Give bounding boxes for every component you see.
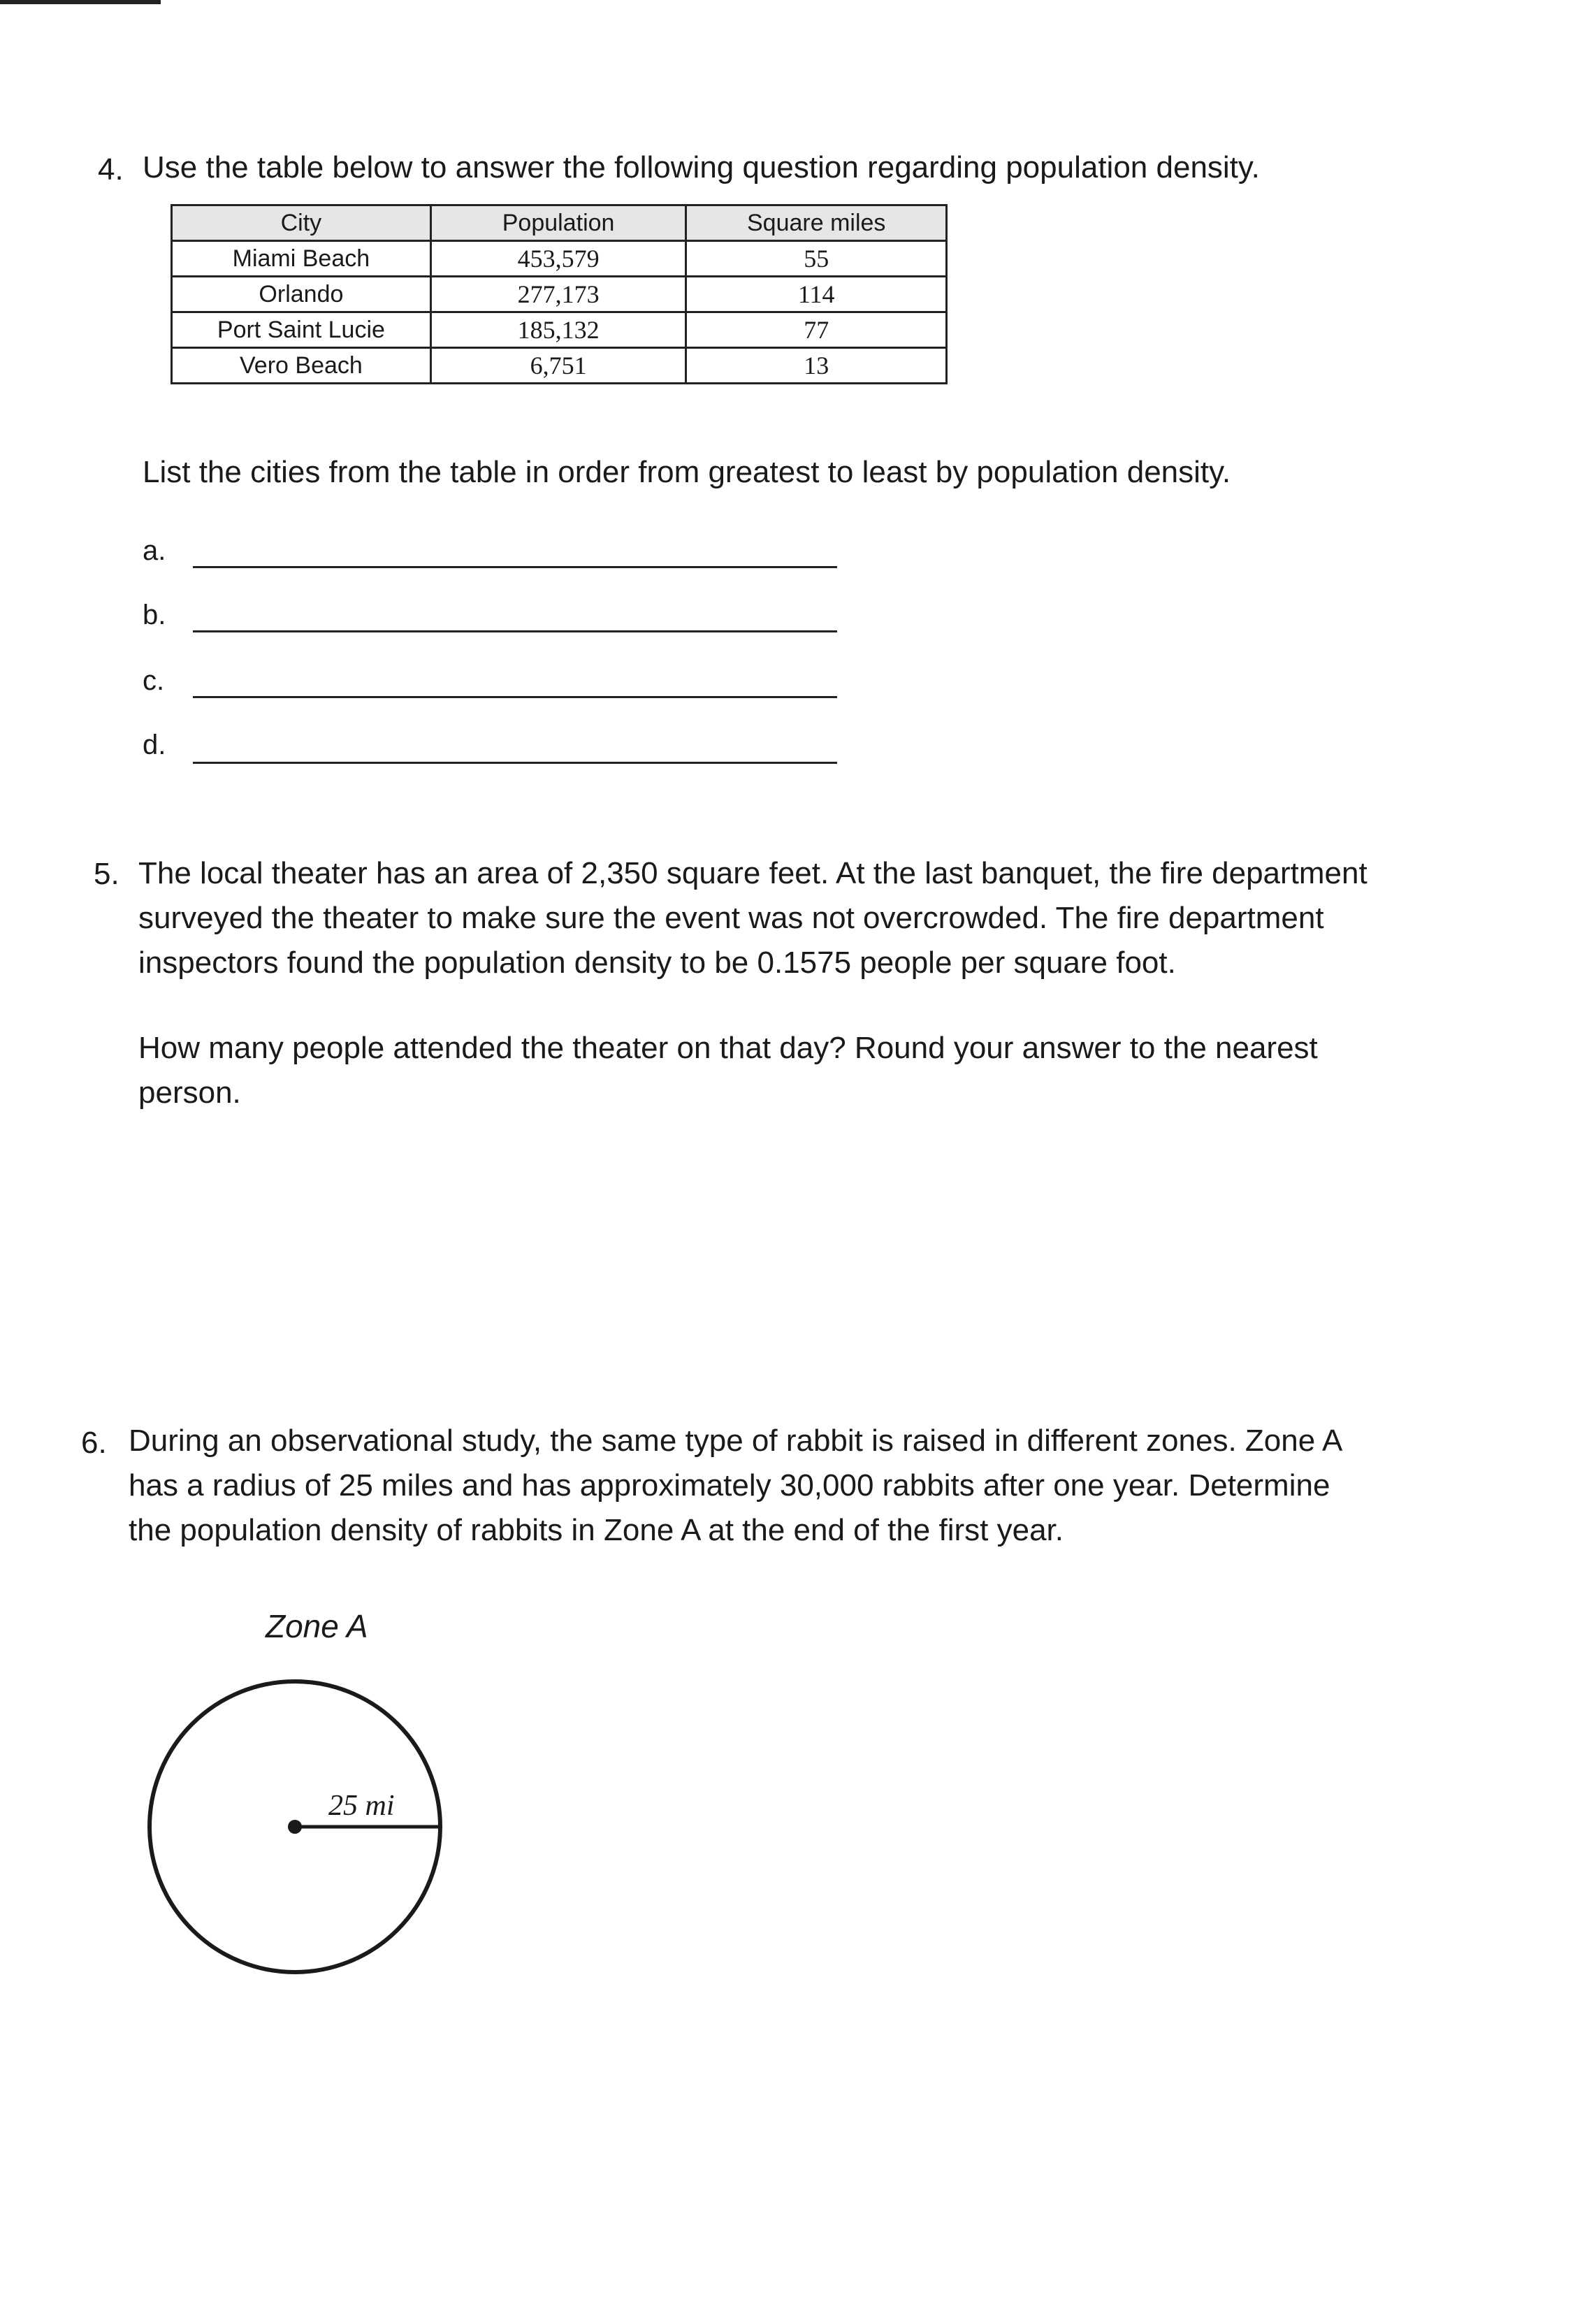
question-6-number: 6. xyxy=(81,1426,107,1460)
question-5-number: 5. xyxy=(94,857,119,891)
header-city: City xyxy=(172,205,431,241)
cell-square-miles: 13 xyxy=(686,348,947,384)
question-5-question-line: person. xyxy=(138,1076,241,1110)
question-6-line: has a radius of 25 miles and has approximately 30,000 rabbits after one year. Determine xyxy=(129,1468,1330,1503)
question-5-line: The local theater has an area of 2,350 square feet. At the last banquet, the fire department xyxy=(138,856,1368,890)
question-4-instruction: List the cities from the table in order from greatest to least by population density. xyxy=(143,455,1231,489)
cell-population: 453,579 xyxy=(430,241,686,277)
question-5-text xyxy=(138,851,1501,985)
answer-line-d[interactable] xyxy=(193,762,837,764)
cell-square-miles: 114 xyxy=(686,277,947,312)
cell-square-miles: 55 xyxy=(686,241,947,277)
zone-a-label: Zone A xyxy=(266,1608,368,1644)
question-4-number: 4. xyxy=(98,152,124,187)
table-header-row xyxy=(172,205,947,241)
table-row xyxy=(172,312,947,348)
question-5-line: surveyed the theater to make sure the event was not overcrowded. The fire department xyxy=(138,901,1324,935)
question-5-question-line: How many people attended the theater on that day? Round your answer to the nearest xyxy=(138,1031,1318,1065)
answer-label-a: a. xyxy=(143,535,166,566)
question-6-line: During an observational study, the same type of rabbit is raised in different zones. Zone A xyxy=(129,1424,1343,1458)
answer-label-c: c. xyxy=(143,665,165,696)
answer-line-c[interactable] xyxy=(193,696,837,698)
question-6-text xyxy=(129,1419,1512,1553)
cell-square-miles: 77 xyxy=(686,312,947,348)
cell-population: 185,132 xyxy=(430,312,686,348)
radius-label: 25 mi xyxy=(328,1790,395,1822)
cell-city: Miami Beach xyxy=(172,241,431,277)
question-4-prompt: Use the table below to answer the following question regarding population density. xyxy=(143,150,1260,184)
answer-label-d: d. xyxy=(143,730,166,760)
question-6-line: the population density of rabbits in Zone A at the end of the first year. xyxy=(129,1513,1064,1547)
scan-edge-mark xyxy=(0,0,161,4)
center-point xyxy=(288,1820,302,1834)
answer-line-b[interactable] xyxy=(193,630,837,632)
cell-city: Orlando xyxy=(172,277,431,312)
cell-population: 277,173 xyxy=(430,277,686,312)
table-row xyxy=(172,277,947,312)
answer-label-b: b. xyxy=(143,600,166,630)
cell-population: 6,751 xyxy=(430,348,686,384)
answer-line-a[interactable] xyxy=(193,566,837,568)
population-table xyxy=(171,204,948,384)
table-row xyxy=(172,241,947,277)
zone-a-circle-diagram xyxy=(133,1670,454,1992)
header-population: Population xyxy=(430,205,686,241)
table-row xyxy=(172,348,947,384)
question-5-line: inspectors found the population density to be 0.1575 people per square foot. xyxy=(138,946,1176,980)
cell-city: Port Saint Lucie xyxy=(172,312,431,348)
cell-city: Vero Beach xyxy=(172,348,431,384)
header-square-miles: Square miles xyxy=(686,205,947,241)
question-5-question xyxy=(138,1026,1501,1115)
